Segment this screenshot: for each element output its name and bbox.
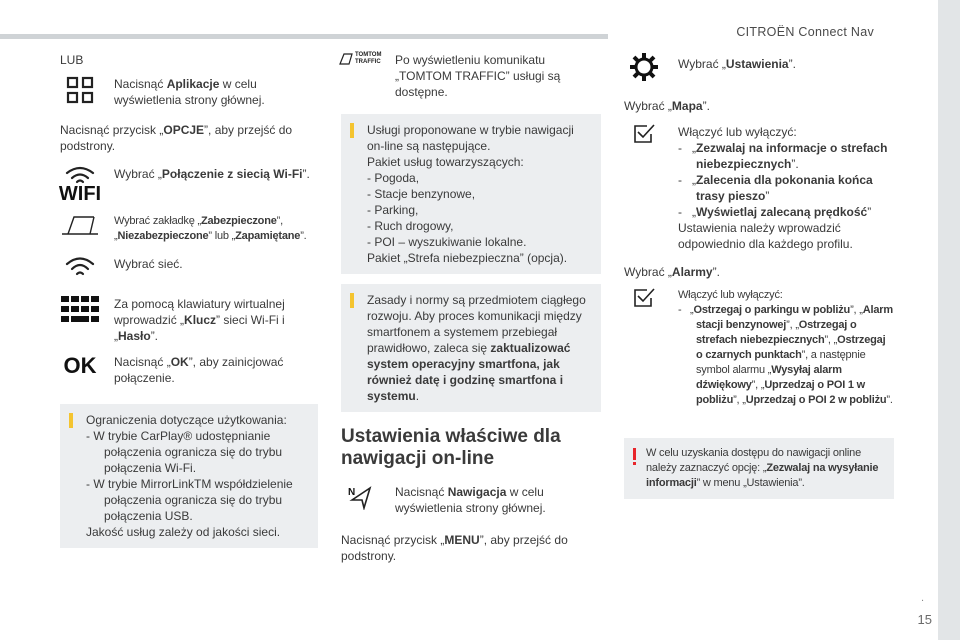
- menu-bold: MENU: [444, 533, 480, 547]
- column-1: [60, 52, 318, 548]
- settings-step: [624, 52, 894, 82]
- services-line: Pakiet usług towarzyszących:: [367, 155, 524, 169]
- update-bold: zaktualizować system operacyjny smartfona, jak również datę i godzinę smartfona i systemu: [367, 341, 571, 403]
- apps-grid-icon: [60, 76, 100, 104]
- services-line: - Pogoda,: [367, 171, 420, 185]
- map-post: ”.: [702, 99, 710, 113]
- apps-text-bold: Aplikacje: [166, 77, 220, 91]
- wifi-signal-icon: [60, 256, 100, 278]
- services-line: - Ruch drogowy,: [367, 219, 454, 233]
- services-line: - Stacje benzynowe,: [367, 187, 476, 201]
- alarm-fuel: Alarm stacji benzynowej: [696, 304, 893, 331]
- page-number: 15: [917, 612, 932, 627]
- page-dots: .: [920, 592, 924, 604]
- warning-icon-dot: [633, 462, 636, 465]
- note-title: Ograniczenia dotyczące użytkowania:: [86, 413, 287, 427]
- info-icon: [69, 413, 73, 428]
- column-2: [341, 52, 601, 564]
- menu-post: ”, aby przejść do podstrony.: [341, 533, 568, 563]
- alarm-bold: Alarmy: [671, 265, 713, 279]
- alarm-blackspots: Ostrzegaj o czarnych punktach: [696, 334, 886, 361]
- menu-pre: Nacisnąć przycisk „: [341, 533, 445, 547]
- tab-pre: Wybrać zakładkę „: [114, 215, 201, 227]
- kb-post: ”.: [150, 329, 159, 343]
- map-step: [624, 98, 894, 114]
- checkbox-icon: [624, 288, 664, 308]
- gear-icon: [624, 52, 664, 82]
- warn-post: ” w menu „Ustawienia”.: [696, 477, 805, 489]
- wifi-icon: [60, 166, 100, 204]
- nav-post: w celu wyświetlenia strony głównej.: [395, 485, 546, 515]
- toggle-end: Ustawienia należy wprowadzić odpowiednio dla każdego profilu.: [678, 221, 853, 251]
- opcje-pre: Nacisnąć przycisk „: [60, 123, 164, 137]
- kb-mid: ” sieci Wi-Fi i „: [114, 313, 285, 343]
- wifi-bold: Połączenie z siecią Wi-Fi: [161, 167, 303, 181]
- kb-b2: Hasło: [118, 329, 151, 343]
- lub-text: LUB: [60, 53, 84, 67]
- kb-pre: Za pomocą klawiatury wirtualnej wprowadzić „: [114, 297, 285, 327]
- alarm-danger: Ostrzegaj o strefach niebezpiecznych: [696, 319, 857, 346]
- toggle-danger-zones: Zezwalaj na informacje o strefach niebezpiecznych: [696, 141, 888, 171]
- alarm-sound: Wysyłaj alarm dźwiękowy: [696, 364, 842, 391]
- note-end: Jakość usług zależy od jakości sieci.: [86, 525, 281, 539]
- alarm-step: [624, 264, 894, 280]
- alarm-poi1: Uprzedzaj o POI 1 w pobliżu: [696, 379, 866, 406]
- checkbox-icon: [624, 124, 664, 144]
- wifi-step: [60, 166, 318, 204]
- wifi-pre: Wybrać „: [114, 167, 162, 181]
- tab-post: ”.: [300, 230, 307, 242]
- navigation-step: [341, 484, 601, 516]
- ok-post: ”, aby zainicjować połączenie.: [114, 355, 284, 385]
- ok-icon-label: OK: [63, 353, 97, 378]
- note-item-mirrorlink: - W trybie MirrorLinkTM współdzielenie połączenia ogranicza się do trybu połączenia USB.: [86, 477, 293, 523]
- ok-icon: [60, 354, 100, 378]
- map-pre: Wybrać „: [624, 99, 672, 113]
- info-icon: [350, 293, 354, 308]
- tab-mid1: ”, „: [114, 215, 283, 242]
- usage-limits-note: [60, 404, 318, 548]
- tab-b3: Zapamiętane: [235, 230, 301, 242]
- alarm-pre: Wybrać „: [624, 265, 672, 279]
- alarm-mid: ”, a następnie symbol alarmu „: [696, 349, 866, 376]
- tomtom-icon-label: TOMTOM TRAFFIC: [355, 52, 382, 65]
- map-bold: Mapa: [671, 99, 703, 113]
- column-3: [624, 52, 894, 499]
- alarm-post: ”.: [712, 265, 720, 279]
- update-pre: Zasady i normy są przedmiotem ciągłego rozwoju. Aby proces komunikacji między smartfonem a systemem przebiegał prawidłowo, zaleca się: [367, 293, 586, 355]
- ok-pre: Nacisnąć „: [114, 355, 171, 369]
- services-line: - POI – wyszukiwanie lokalne.: [367, 235, 527, 249]
- settings-pre: Wybrać „: [678, 57, 726, 71]
- top-rule: [0, 34, 608, 39]
- toggle-speed: Wyświetlaj zalecaną prędkość: [696, 205, 868, 219]
- ok-bold: OK: [170, 355, 189, 369]
- tab-b1: Zabezpieczone: [200, 215, 277, 227]
- ok-step: [60, 354, 318, 386]
- note-item-carplay: - W trybie CarPlay® udostępnianie połączenia ogranicza się do trybu połączenia Wi-Fi.: [86, 429, 283, 475]
- tab-b2: Niezabezpieczone: [117, 230, 209, 242]
- keyboard-step: [60, 296, 318, 344]
- opcje-bold: OPCJE: [163, 123, 205, 137]
- settings-post: ”.: [788, 57, 796, 71]
- section-title: Ustawienia właściwe dla nawigacji on-line: [341, 426, 561, 469]
- settings-bold: Ustawienia: [725, 57, 789, 71]
- update-post: .: [415, 389, 420, 403]
- toggle-intro: Włączyć lub wyłączyć:: [678, 125, 797, 139]
- update-note: [341, 284, 601, 412]
- alarm-toggles: Włączyć lub wyłączyć: - „Ostrzegaj o parkingu w pobliżu”, „Alarm stacji benzynowej”, „Ostrzegaj o strefach niebezpiecznych”, „Ostrzegaj o czarnych punktach”, a następnie symbol alarmu „Wysyłaj alarm dźwiękowy”, „Uprzedzaj o POI 1 w pobliżu”, „Uprzedzaj o POI 2 w pobliżu”.: [624, 288, 894, 408]
- network-step: [60, 256, 318, 278]
- warn-pre: W celu uzyskania dostępu do nawigacji online należy zaznaczyć opcję: „: [646, 447, 861, 474]
- side-tab: [938, 0, 960, 640]
- alarm-parking: Ostrzegaj o parkingu w pobliżu: [693, 304, 851, 316]
- wifi-icon-label: WIFI: [58, 183, 102, 205]
- services-line: Pakiet „Strefa niebezpieczna” (opcja).: [367, 251, 568, 265]
- online-services-note: [341, 114, 601, 274]
- apps-text-post: w celu wyświetlenia strony głównej.: [114, 77, 265, 107]
- opcje-step: [60, 122, 318, 154]
- tomtom-traffic-icon: [341, 52, 381, 66]
- network-text: Wybrać sieć.: [114, 257, 183, 271]
- page-header: CITROËN Connect Nav: [736, 25, 874, 39]
- keyboard-icon: [60, 296, 100, 322]
- warning-note: [624, 438, 894, 499]
- tab-mid2: ” lub „: [208, 230, 236, 242]
- opcje-post: ”, aby przejść do podstrony.: [60, 123, 293, 153]
- tab-step: [60, 214, 318, 244]
- nav-pre: Nacisnąć: [395, 485, 448, 499]
- info-icon: [350, 123, 354, 138]
- nav-bold: Nawigacja: [447, 485, 507, 499]
- tomtom-text: Po wyświetleniu komunikatu „TOMTOM TRAFFIC” usługi są dostępne.: [395, 53, 561, 99]
- menu-step: [341, 532, 601, 564]
- apps-text-pre: Nacisnąć: [114, 77, 167, 91]
- warning-icon: [633, 448, 636, 460]
- services-line: Usługi proponowane w trybie nawigacji on-line są następujące.: [367, 123, 574, 153]
- apps-step: [60, 76, 318, 108]
- services-line: - Parking,: [367, 203, 419, 217]
- navigation-arrow-icon: [341, 484, 381, 510]
- tomtom-step: [341, 52, 601, 100]
- alarm-poi2: Uprzedzaj o POI 2 w pobliżu: [745, 394, 887, 406]
- map-toggles: Włączyć lub wyłączyć: - „Zezwalaj na informacje o strefach niebezpiecznych”. - „Zalecenia dla pokonania końca trasy pieszo” - „Wyświetlaj zalecaną prędkość” Ustawienia należy wprowadzić odpowiednio dla każdego profilu.: [624, 124, 894, 252]
- alarm-intro: Włączyć lub wyłączyć:: [678, 289, 783, 301]
- kb-b1: Klucz: [184, 313, 217, 327]
- svg-text:N: N: [348, 487, 356, 498]
- wifi-post: ”.: [302, 167, 310, 181]
- tab-select-icon: [60, 214, 100, 236]
- warn-bold: Zezwalaj na wysyłanie informacji: [646, 462, 879, 489]
- toggle-walking: Zalecenia dla pokonania końca trasy pieszo: [696, 173, 873, 203]
